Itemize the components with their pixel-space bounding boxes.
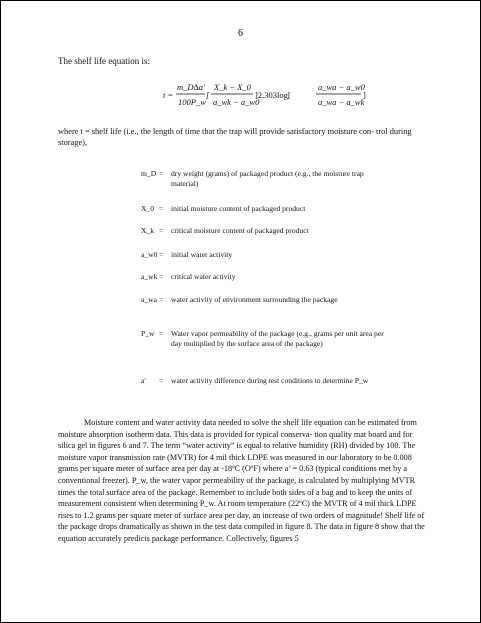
eq-f1-num: m_D∆a': [177, 82, 205, 92]
eq-bracket-open: [: [206, 90, 210, 100]
where-text: where t = shelf life (i.e., the length of time that the trap will provide satisfactory moisture con- trol during storage),: [58, 127, 412, 147]
definition-text: critical moisture content of packaged product: [171, 226, 309, 235]
page-number: 6: [238, 28, 243, 39]
intro-text: The shelf life equation is:: [58, 56, 150, 66]
definition-text: initial moisture content of packaged product: [171, 204, 306, 213]
symbol-xk: X_k: [141, 226, 155, 235]
eq-f2-num: X_k − X_0: [214, 82, 251, 92]
symbol-awa: a_wa: [141, 295, 158, 304]
definition-text: dry weight (grams) of packaged product (e.g., the moisture trap material): [171, 169, 364, 188]
shelf-life-equation: [1, 79, 480, 111]
definition-text: water activity difference during test conditions to determine P_w: [171, 376, 369, 385]
symbol-aw0: a_w0: [141, 250, 158, 259]
symbol-pw: P_w: [141, 329, 155, 338]
symbol-md: m_D: [141, 169, 157, 178]
eq-f2-den: a_wk − a_w0: [213, 97, 260, 107]
symbol-a-prime: a': [141, 376, 146, 385]
eq-f3-den: a_wa − a_wk: [318, 97, 365, 107]
symbol-awk: a_wk: [141, 272, 158, 281]
definition-text: water activity of environment surrounding the package: [171, 295, 338, 304]
eq-bracket-close: ]: [363, 90, 366, 100]
eq-f3-num: a_wa − a_w0: [318, 82, 365, 92]
eq-lhs: t =: [163, 90, 174, 100]
definition-text: Water vapor permeability of the package (e.g., grams per unit area per day multiplied by the surface area of the package): [171, 329, 384, 348]
body-paragraph: Moisture content and water activity data needed to solve the shelf life equation can be estimated from moisture absorption isotherm data. This data is provided for typical conserva- tion quality mat board and for silica gel in figures 6 and 7. The term “water activity” is equal to relative humidity (RH) divided by 100. The moisture vapor transmission rate (MVTR) for 4 mil thick LDPE was measured in our laboratory to be 0.008 grams per square meter of surface area per day at -18ºC (OºF) where a’ = 0.63 (typical conditions met by a conventional freezer). P_w, the water vapor permeability of the package, is calculated by multiplying MVTR times the total surface area of the package. Remember to include both sides of a bag and to keep the units of measurement consistent when determining P_w. At room temperature (22ºC) the MVTR of 4 mil thick LDPE rises to 1.2 grams per square meter of surface area per day, an increase of two orders of magnitude! Shelf life of the package drops dramatically as shown in the test data compiled in figure 8. The data in figure 8 show that the equation accurately predicts package performance. Collectively, figures 5: [58, 418, 425, 543]
eq-mid: ]2.303log[: [255, 90, 291, 100]
definition-text: critical water activity: [171, 272, 236, 281]
eq-f1-den: 100P_w: [178, 97, 206, 107]
document-page: 6 The shelf life equation is: t = m_D∆a' 100P_w [ X_k − X_0 a_wk − a_w0 ]2.303log[ a_wa − a_w0 a_wa − a_wk ] where t = shelf life (i.e., the length of time that the trap will provide satisfactory moisture con- trol during storage), m_D = dry weight (grams) of packaged product (e.g., the moisture trap material) X_0 = initial moisture content of packaged product X_k = critical moisture content of packaged product a_w0 = initial water activity a_wk = critical water activity a_wa = water activity of environment surrounding the package P_w = Water vapor permeability of the package (e.g., grams per unit area per day multiplied by the surface area of the package) a' = water activity difference during test conditions to determine P_w Moisture content and water activity data needed to solve the shelf life equation can be estimated from moisture absorption isotherm data. This data is provided for typical conserva- tion quality mat board and for silica gel in figures 6 and 7. The term “water activity” is equal to relative humidity (RH) divided by 100. The moisture vapor transmission rate (MVTR) for 4 mil thick LDPE was measured in our laboratory to be 0.008 grams per square meter of surface area per day at -18ºC (OºF) where a’ = 0.63 (typical conditions met by a conventional freezer). P_w, the water vapor permeability of the package, is calculated by multiplying MVTR times the total surface area of the package. Remember to include both sides of a bag and to keep the units of measurement consistent when determining P_w. At room temperature (22ºC) the MVTR of 4 mil thick LDPE rises to 1.2 grams per square meter of surface area per day, an increase of two orders of magnitude! Shelf life of the package drops dramatically as shown in the test data compiled in figure 8. The data in figure 8 show that the equation accurately predicts package performance. Collectively, figures 5: [0, 0, 481, 623]
definition-text: initial water activity: [171, 250, 233, 259]
symbol-x0: X_0: [141, 204, 155, 213]
